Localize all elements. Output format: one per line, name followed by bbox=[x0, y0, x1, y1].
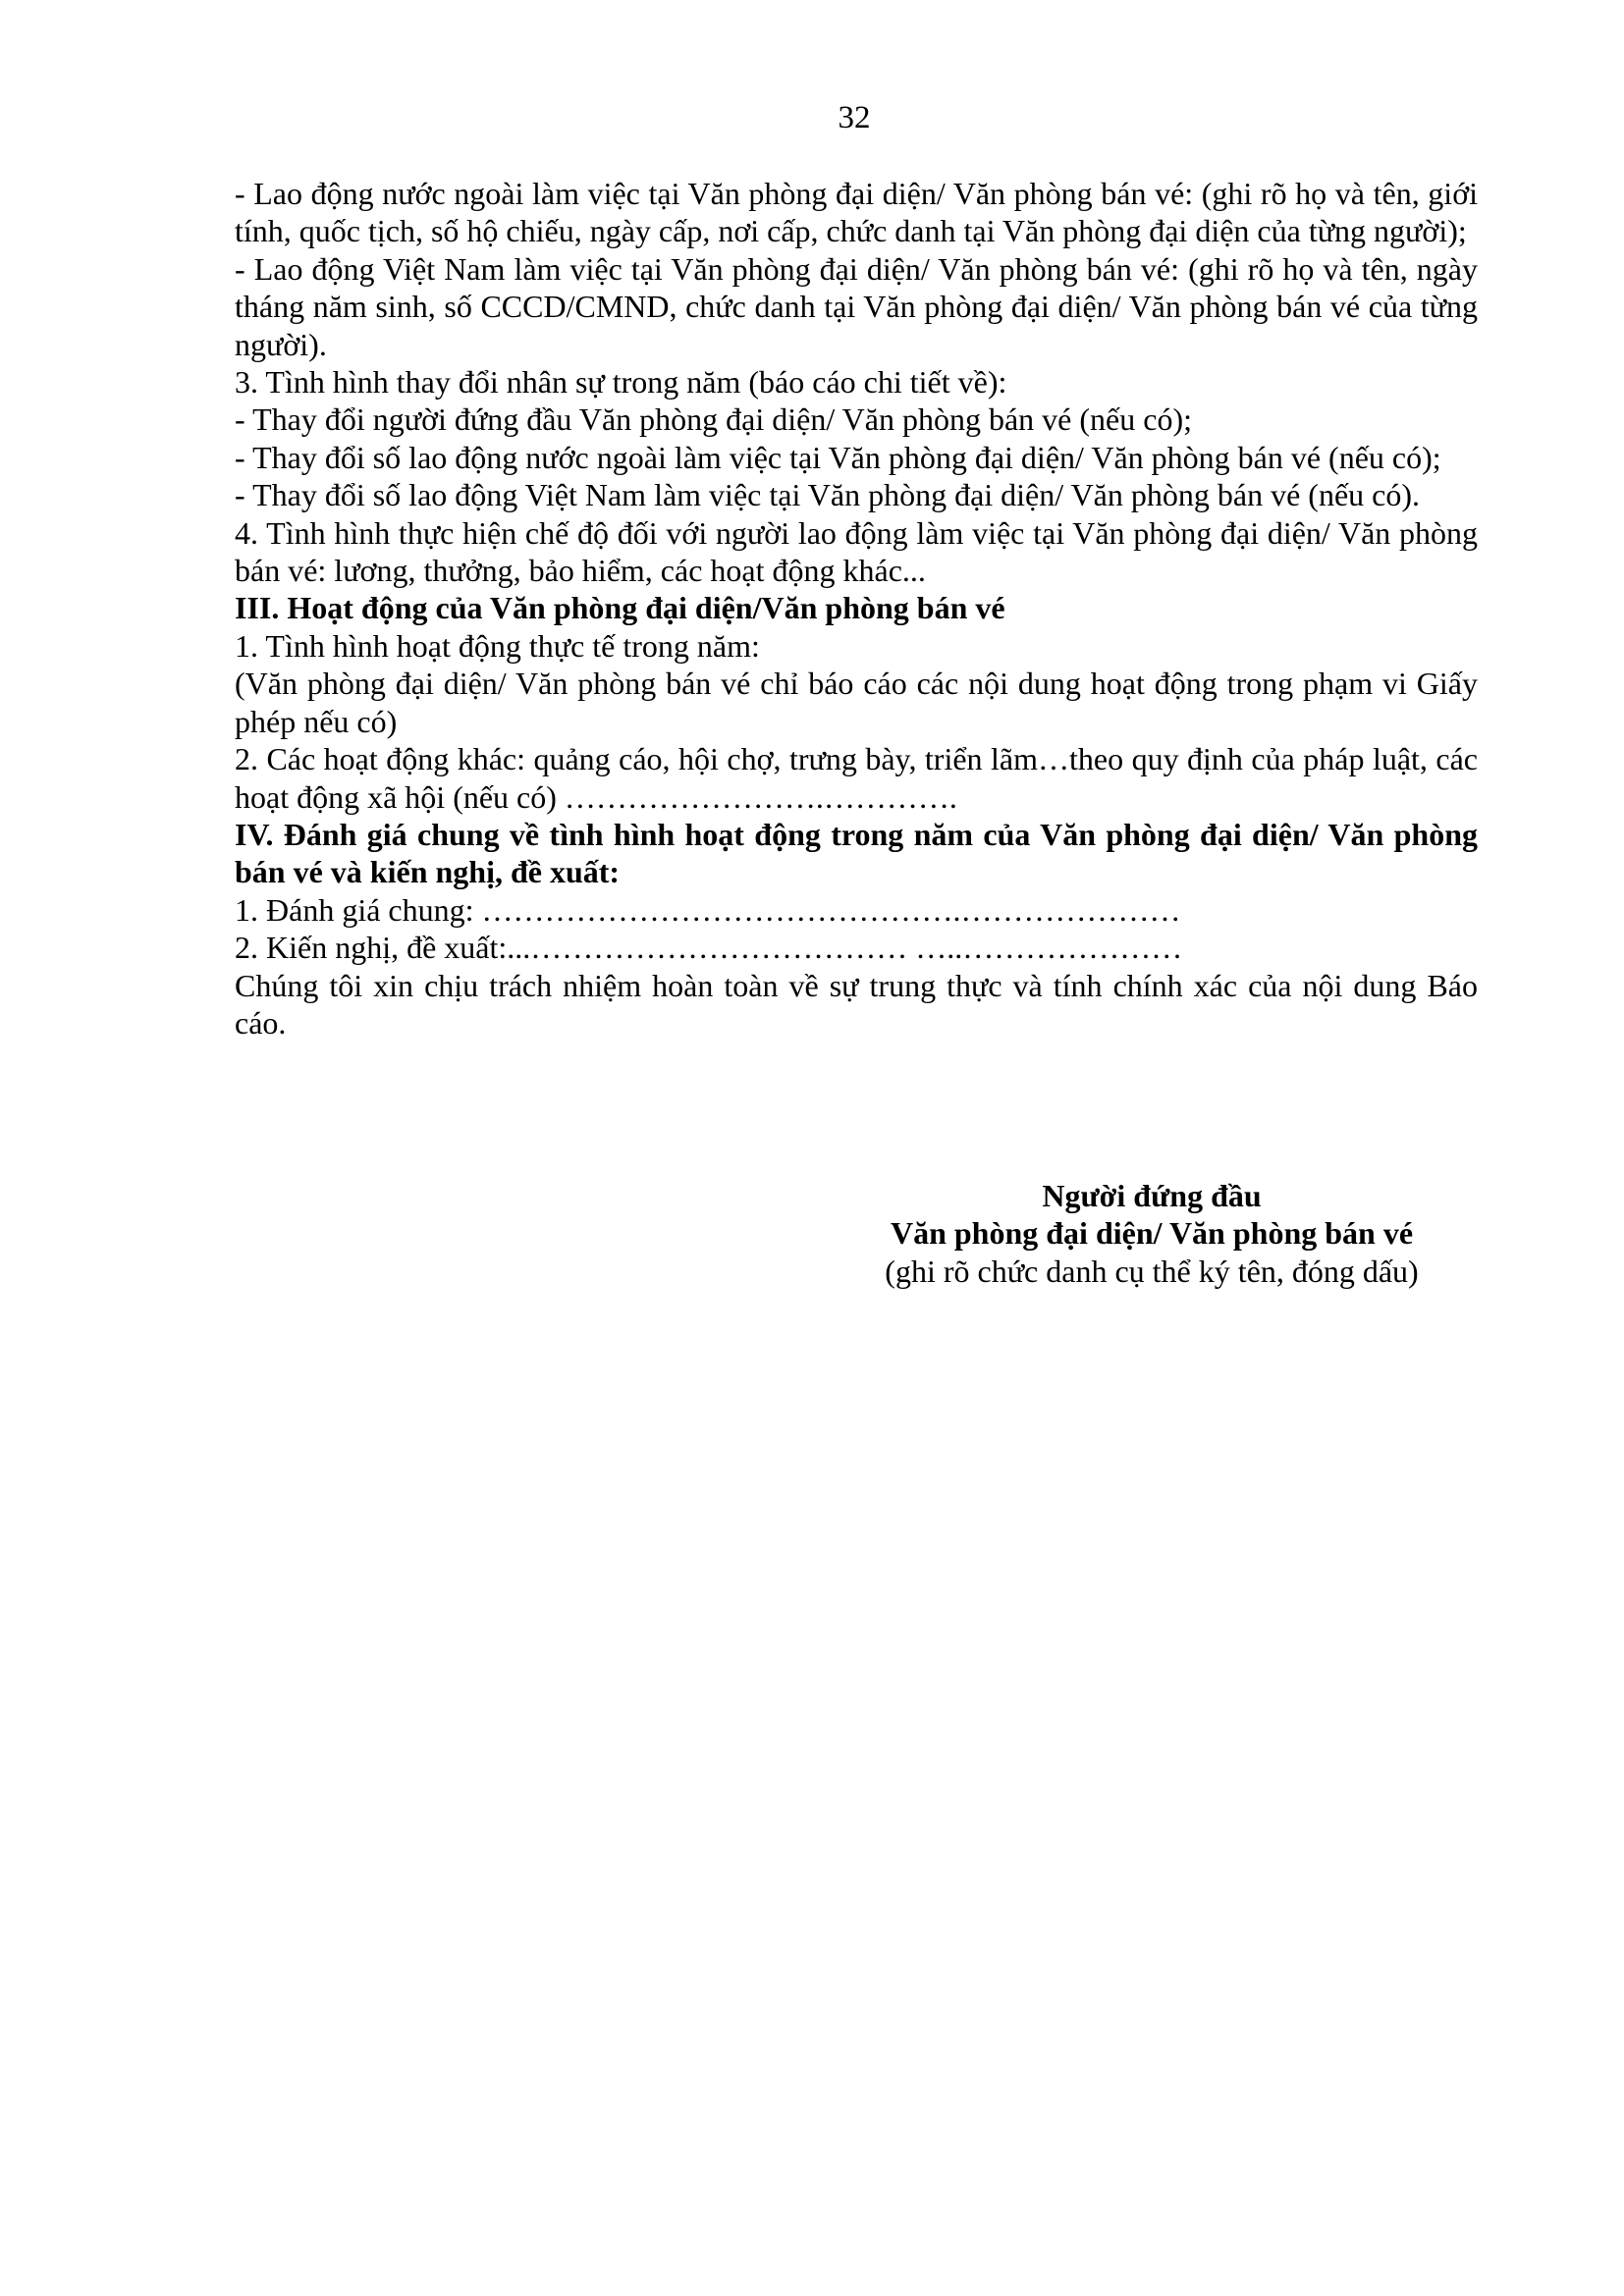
signature-title-line1: Người đứng đầu bbox=[1042, 1178, 1262, 1213]
paragraph-license-scope: (Văn phòng đại diện/ Văn phòng bán vé chỉ báo cáo các nội dung hoạt động trong phạm vi Giấy phép nếu có) bbox=[235, 666, 1478, 739]
section-heading-activities: III. Hoạt động của Văn phòng đại diện/Văn phòng bán vé bbox=[235, 590, 1005, 626]
paragraph-change-foreign: - Thay đổi số lao động nước ngoài làm việc tại Văn phòng đại diện/ Văn phòng bán vé (nếu có); bbox=[235, 439, 1441, 475]
signature-block bbox=[838, 1177, 1466, 1290]
paragraph-other-activities: 2. Các hoạt động khác: quảng cáo, hội chợ, trưng bày, triển lãm…theo quy định của pháp luật, các hoạt động xã hội (nếu có) …………………….…………. bbox=[235, 741, 1478, 815]
paragraph-change-vietnamese: - Thay đổi số lao động Việt Nam làm việc tại Văn phòng đại diện/ Văn phòng bán vé (nếu có). bbox=[235, 477, 1420, 513]
paragraph-foreign-workers: - Lao động nước ngoài làm việc tại Văn phòng đại diện/ Văn phòng bán vé: (ghi rõ họ và tên, giới tính, quốc tịch, số hộ chiếu, ngày cấp, nơi cấp, chức danh tại Văn phòng đại diện của từng người); bbox=[235, 176, 1478, 249]
paragraph-vietnamese-workers: - Lao động Việt Nam làm việc tại Văn phòng đại diện/ Văn phòng bán vé: (ghi rõ họ và tên, ngày tháng năm sinh, số CCCD/CMND, chức danh tại Văn phòng đại diện/ Văn phòng bán vé của từng người). bbox=[235, 250, 1478, 362]
paragraph-personnel-changes: 3. Tình hình thay đổi nhân sự trong năm (báo cáo chi tiết về): bbox=[235, 364, 1007, 400]
paragraph-change-head: - Thay đổi người đứng đầu Văn phòng đại diện/ Văn phòng bán vé (nếu có); bbox=[235, 401, 1192, 438]
paragraph-general-assessment: 1. Đánh giá chung: ……………………………………….………………… bbox=[235, 891, 1181, 928]
signature-note: (ghi rõ chức danh cụ thể ký tên, đóng dấu) bbox=[885, 1253, 1419, 1289]
paragraph-actual-activities: 1. Tình hình hoạt động thực tế trong năm: bbox=[235, 627, 760, 664]
report-body bbox=[235, 175, 1478, 1041]
paragraph-recommendations: 2. Kiến nghị, đề xuất:...……………………………… …..………………… bbox=[235, 930, 1183, 966]
paragraph-labor-regime: 4. Tình hình thực hiện chế độ đối với người lao động làm việc tại Văn phòng đại diện/ Văn phòng bán vé: lương, thưởng, bảo hiểm, các hoạt động khác... bbox=[235, 514, 1478, 589]
page-number: 32 bbox=[838, 100, 871, 135]
section-heading-assessment: IV. Đánh giá chung về tình hình hoạt động trong năm của Văn phòng đại diện/ Văn phòng bán vé và kiến nghị, đề xuất: bbox=[235, 816, 1478, 890]
paragraph-responsibility: Chúng tôi xin chịu trách nhiệm hoàn toàn về sự trung thực và tính chính xác của nội dung Báo cáo. bbox=[235, 967, 1478, 1041]
signature-title-line2: Văn phòng đại diện/ Văn phòng bán vé bbox=[890, 1215, 1414, 1252]
